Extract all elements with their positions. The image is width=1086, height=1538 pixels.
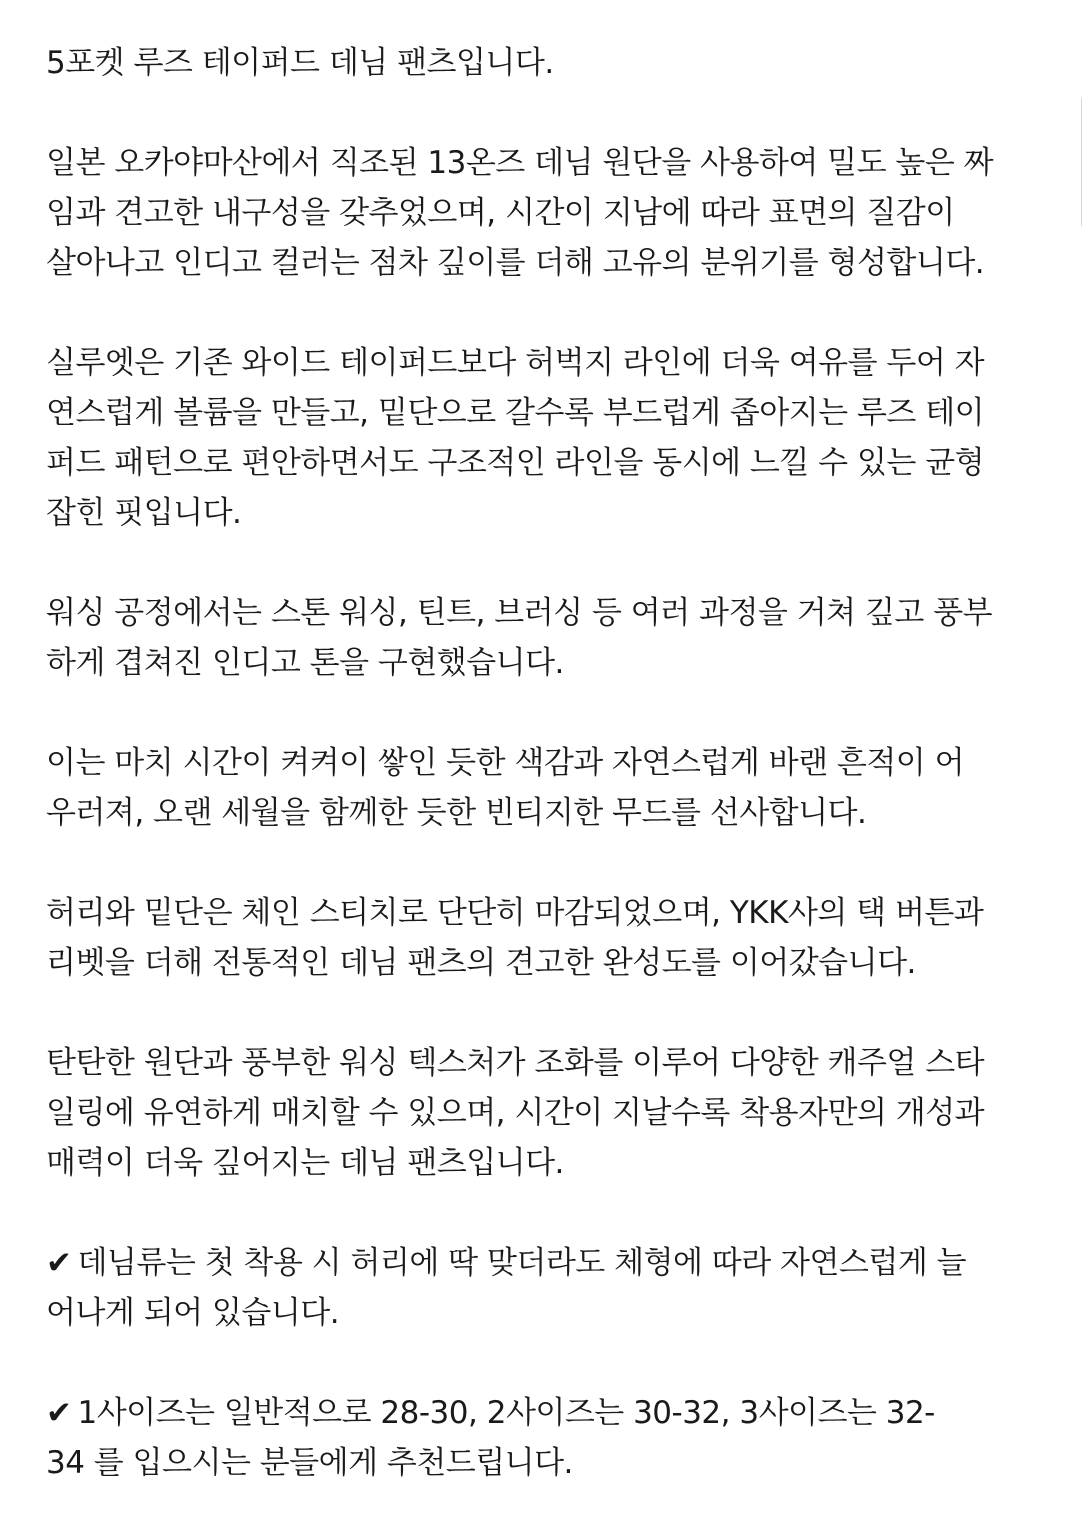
scrollbar-edge[interactable]	[1081, 98, 1086, 226]
text-line: 임과 견고한 내구성을 갖추었으며, 시간이 지남에 따라 표면의 질감이	[46, 195, 955, 231]
paragraph-silhouette	[46, 338, 1046, 538]
paragraph-intro	[46, 38, 1046, 88]
note-size	[46, 1388, 1046, 1488]
product-description	[46, 38, 1046, 1538]
text-line: 잡힌 핏입니다.	[46, 495, 242, 531]
text-line: 일링에 유연하게 매치할 수 있으며, 시간이 지날수록 착용자만의 개성과	[46, 1095, 985, 1131]
note-text: 데님류는 첫 착용 시 허리에 딱 맞더라도 체형에 따라 자연스럽게 늘	[77, 1245, 967, 1281]
text-line: 5포켓 루즈 테이퍼드 데님 팬츠입니다.	[46, 45, 554, 81]
text-line: 우러져, 오랜 세월을 함께한 듯한 빈티지한 무드를 선사합니다.	[46, 795, 867, 831]
text-line: 살아나고 인디고 컬러는 점차 깊이를 더해 고유의 분위기를 형성합니다.	[46, 245, 985, 281]
text-line: 어나게 되어 있습니다.	[46, 1295, 340, 1331]
paragraph-finishing	[46, 888, 1046, 988]
paragraph-styling	[46, 1038, 1046, 1188]
paragraph-washing	[46, 588, 1046, 688]
text-line	[46, 1388, 1046, 1438]
text-line: 이는 마치 시간이 켜켜이 쌓인 듯한 색감과 자연스럽게 바랜 흔적이 어	[46, 745, 965, 781]
text-line: 연스럽게 볼륨을 만들고, 밑단으로 갈수록 부드럽게 좁아지는 루즈 테이	[46, 395, 985, 431]
text-line: 워싱 공정에서는 스톤 워싱, 틴트, 브러싱 등 여러 과정을 거쳐 깊고 풍부	[46, 595, 993, 631]
text-line: 일본 오카야마산에서 직조된 13온즈 데님 원단을 사용하여 밀도 높은 짜	[46, 145, 994, 181]
text-line: 탄탄한 원단과 풍부한 워싱 텍스처가 조화를 이루어 다양한 캐주얼 스타	[46, 1045, 985, 1081]
note-stretch	[46, 1238, 1046, 1338]
check-mark-icon: ✔	[46, 1245, 72, 1281]
paragraph-vintage	[46, 738, 1046, 838]
text-line: 리벳을 더해 전통적인 데님 팬츠의 견고한 완성도를 이어갔습니다.	[46, 945, 916, 981]
text-line: 34 를 입으시는 분들에게 추천드립니다.	[46, 1445, 573, 1481]
text-line: 하게 겹쳐진 인디고 톤을 구현했습니다.	[46, 645, 564, 681]
text-line: 퍼드 패턴으로 편안하면서도 구조적인 라인을 동시에 느낄 수 있는 균형	[46, 445, 985, 481]
text-line: 실루엣은 기존 와이드 테이퍼드보다 허벅지 라인에 더욱 여유를 두어 자	[46, 345, 985, 381]
text-line: 매력이 더욱 깊어지는 데님 팬츠입니다.	[46, 1145, 564, 1181]
text-line: 허리와 밑단은 체인 스티치로 단단히 마감되었으며, YKK사의 택 버튼과	[46, 895, 984, 931]
paragraph-fabric	[46, 138, 1046, 288]
text-line	[46, 1238, 1046, 1288]
note-text: 1사이즈는 일반적으로 28-30, 2사이즈는 30-32, 3사이즈는 32-	[77, 1395, 935, 1431]
check-mark-icon: ✔	[46, 1395, 72, 1431]
